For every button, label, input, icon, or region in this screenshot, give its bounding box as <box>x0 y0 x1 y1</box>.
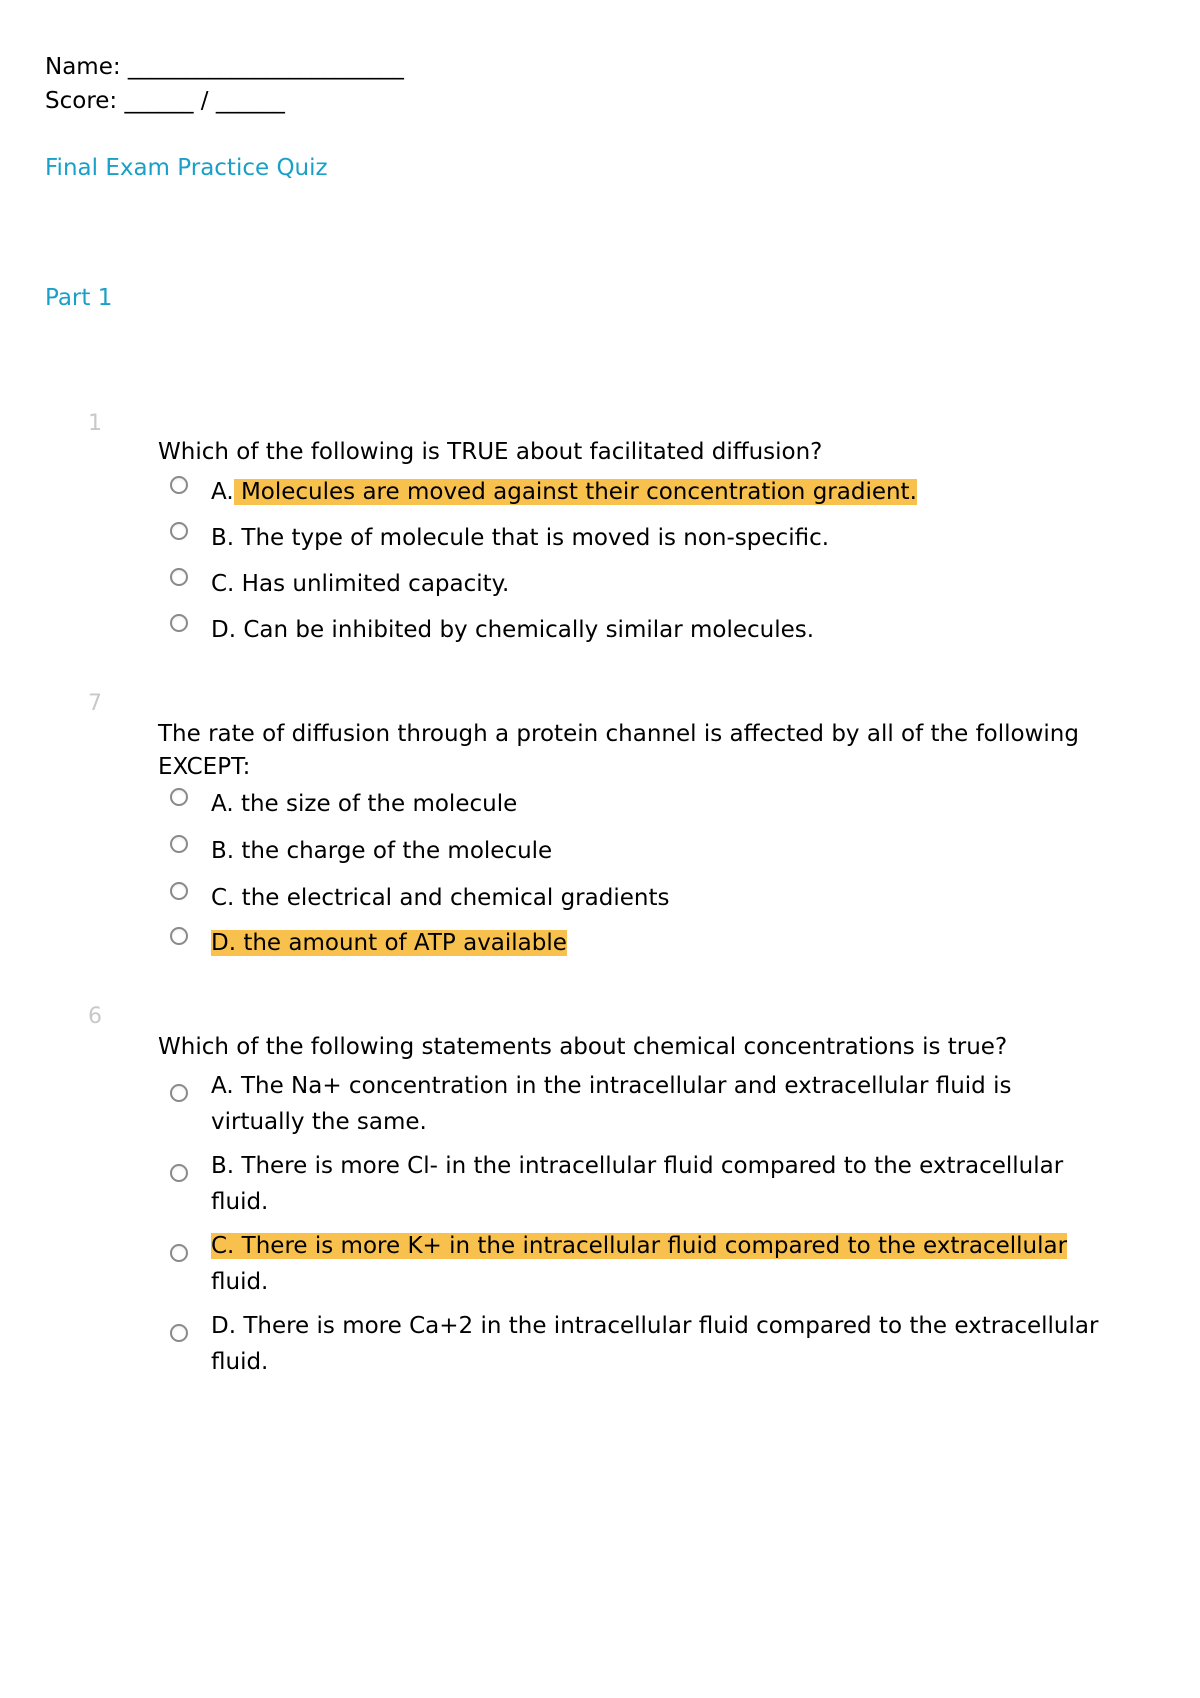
option-line: D. There is more Ca+2 in the intracellular fluid compared to the extracellular <box>211 1313 1099 1339</box>
answer-option[interactable] <box>170 833 1160 869</box>
radio-button-icon[interactable] <box>170 476 188 494</box>
answer-option[interactable] <box>170 925 1160 961</box>
score-line: Score: ______ / ______ <box>45 88 285 114</box>
option-line: fluid. <box>211 1269 269 1295</box>
radio-button-icon[interactable] <box>170 1164 188 1182</box>
question-text: Which of the following is TRUE about facilitated diffusion? <box>158 439 823 465</box>
answer-option[interactable] <box>170 474 1160 510</box>
option-line: B. There is more Cl- in the intracellular fluid compared to the extracellular <box>211 1153 1064 1179</box>
radio-button-icon[interactable] <box>170 614 188 632</box>
option-label: A. <box>211 479 234 505</box>
answer-option[interactable] <box>170 786 1160 822</box>
option-line: virtually the same. <box>211 1109 427 1135</box>
radio-button-icon[interactable] <box>170 927 188 945</box>
answer-option[interactable] <box>170 520 1160 556</box>
question-number: 7 <box>88 691 102 716</box>
radio-button-icon[interactable] <box>170 568 188 586</box>
radio-button-icon[interactable] <box>170 1084 188 1102</box>
option-text: A. the size of the molecule <box>211 791 518 817</box>
option-text: B. the charge of the molecule <box>211 838 553 864</box>
radio-button-icon[interactable] <box>170 1244 188 1262</box>
answer-option[interactable] <box>170 1068 1160 1140</box>
name-line: Name: ________________________ <box>45 54 404 80</box>
answer-option[interactable] <box>170 880 1160 916</box>
option-line: fluid. <box>211 1189 269 1215</box>
answer-option[interactable] <box>170 1148 1160 1220</box>
question-text: Which of the following statements about chemical concentrations is true? <box>158 1034 1008 1060</box>
radio-button-icon[interactable] <box>170 835 188 853</box>
quiz-title: Final Exam Practice Quiz <box>45 155 328 181</box>
answer-option[interactable] <box>170 1228 1160 1300</box>
option-text: D. Can be inhibited by chemically similar molecules. <box>211 617 815 643</box>
radio-button-icon[interactable] <box>170 788 188 806</box>
answer-option[interactable] <box>170 612 1160 648</box>
radio-button-icon[interactable] <box>170 1324 188 1342</box>
option-line: A. The Na+ concentration in the intracellular and extracellular fluid is <box>211 1073 1012 1099</box>
question-number: 1 <box>88 411 102 436</box>
option-line: fluid. <box>211 1349 269 1375</box>
radio-button-icon[interactable] <box>170 882 188 900</box>
option-text: C. Has unlimited capacity. <box>211 571 510 597</box>
radio-button-icon[interactable] <box>170 522 188 540</box>
highlighted-answer: D. the amount of ATP available <box>211 930 567 956</box>
option-text: C. the electrical and chemical gradients <box>211 885 670 911</box>
question-number: 6 <box>88 1004 102 1029</box>
answer-option[interactable] <box>170 1308 1160 1380</box>
answer-option[interactable] <box>170 566 1160 602</box>
highlighted-answer: Molecules are moved against their concentration gradient. <box>233 479 917 505</box>
option-text: B. The type of molecule that is moved is non-specific. <box>211 525 830 551</box>
part-heading: Part 1 <box>45 285 113 311</box>
question-text: The rate of diffusion through a protein channel is affected by all of the following EXCEPT: <box>158 721 1079 780</box>
highlighted-answer: C. There is more K+ in the intracellular fluid compared to the extracellular <box>211 1233 1068 1259</box>
